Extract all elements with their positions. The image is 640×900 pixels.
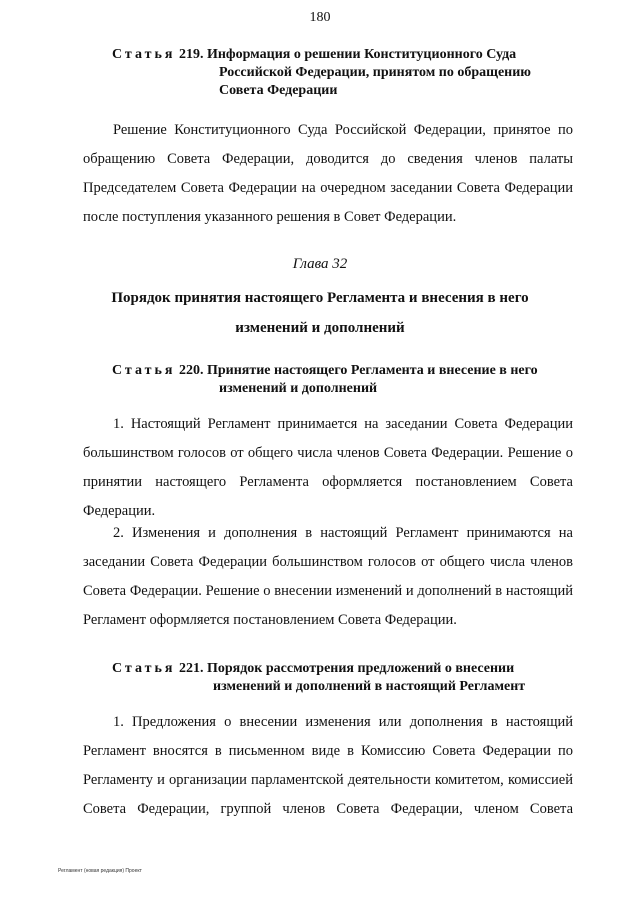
article-221-heading	[112, 660, 514, 678]
article-221-title-cont	[213, 678, 525, 696]
article-title-line: Информация о решении Конституционного Суда	[206, 47, 517, 62]
paragraph-line: большинством голосов от общего числа членов Совета Федерации. Решение о	[83, 445, 573, 461]
article-219-heading	[112, 46, 516, 64]
paragraph-line: 1. Предложения о внесении изменения или дополнения в настоящий	[113, 714, 573, 730]
chapter-label: Глава 32	[292, 256, 348, 272]
article-word: Статья	[112, 47, 176, 62]
article-220-heading	[112, 362, 538, 380]
paragraph-line: Федерации.	[83, 503, 156, 519]
article-number: 221.	[178, 661, 204, 676]
paragraph-line: заседании Совета Федерации большинством голосов от общего числа членов	[83, 554, 573, 570]
paragraph-line: 1. Настоящий Регламент принимается на заседании Совета Федерации	[113, 416, 573, 432]
article-title-line: изменений и дополнений	[219, 381, 378, 396]
page-number: 180	[309, 10, 331, 25]
article-220-title-cont	[219, 380, 377, 398]
paragraph-line: 2. Изменения и дополнения в настоящий Регламент принимаются на	[113, 525, 573, 541]
paragraph-line: Регламент оформляется постановлением Совета Федерации.	[83, 612, 457, 628]
chapter-title-line: Порядок принятия настоящего Регламента и внесения в него	[111, 290, 529, 306]
paragraph-line: обращению Совета Федерации, доводится до сведения членов палаты	[83, 151, 573, 167]
paragraph-line: Совета Федерации, группой членов Совета Федерации, членом Совета	[83, 801, 573, 817]
paragraph-line: принятии настоящего Регламента оформляется постановлением Совета	[83, 474, 573, 490]
article-title-line: Принятие настоящего Регламента и внесение в него	[206, 363, 538, 378]
paragraph-line: после поступления указанного решения в Совет Федерации.	[83, 209, 457, 225]
article-219-title-cont	[219, 64, 531, 100]
chapter-title-line: изменений и дополнений	[235, 320, 405, 336]
paragraph-line: Совета Федерации. Решение о внесении изменений и дополнений в настоящий	[83, 583, 573, 599]
article-220-paragraph-2	[83, 519, 573, 635]
article-title-line: Порядок рассмотрения предложений о внесении	[206, 661, 515, 676]
article-220-paragraph-1	[83, 410, 573, 526]
article-221-paragraph-1	[83, 708, 573, 824]
article-word: Статья	[112, 661, 176, 676]
paragraph-line: Решение Конституционного Суда Российской Федерации, принятое по	[113, 122, 573, 138]
paragraph-line: Регламент вносятся в письменном виде в Комиссию Совета Федерации по	[83, 743, 573, 759]
paragraph-line: Председателем Совета Федерации на очередном заседании Совета Федерации	[83, 180, 573, 196]
footer-note: Регламент (новая редакция) Проект	[58, 868, 142, 874]
article-word: Статья	[112, 363, 176, 378]
article-number: 219.	[178, 47, 204, 62]
article-number: 220.	[178, 363, 204, 378]
article-title-line: Совета Федерации	[219, 83, 338, 98]
article-219-paragraph	[83, 116, 573, 232]
article-title-line: Российской Федерации, принятом по обращению	[219, 65, 531, 80]
article-title-line: изменений и дополнений в настоящий Регламент	[213, 679, 526, 694]
paragraph-line: Регламенту и организации парламентской деятельности комитетом, комиссией	[83, 772, 573, 788]
